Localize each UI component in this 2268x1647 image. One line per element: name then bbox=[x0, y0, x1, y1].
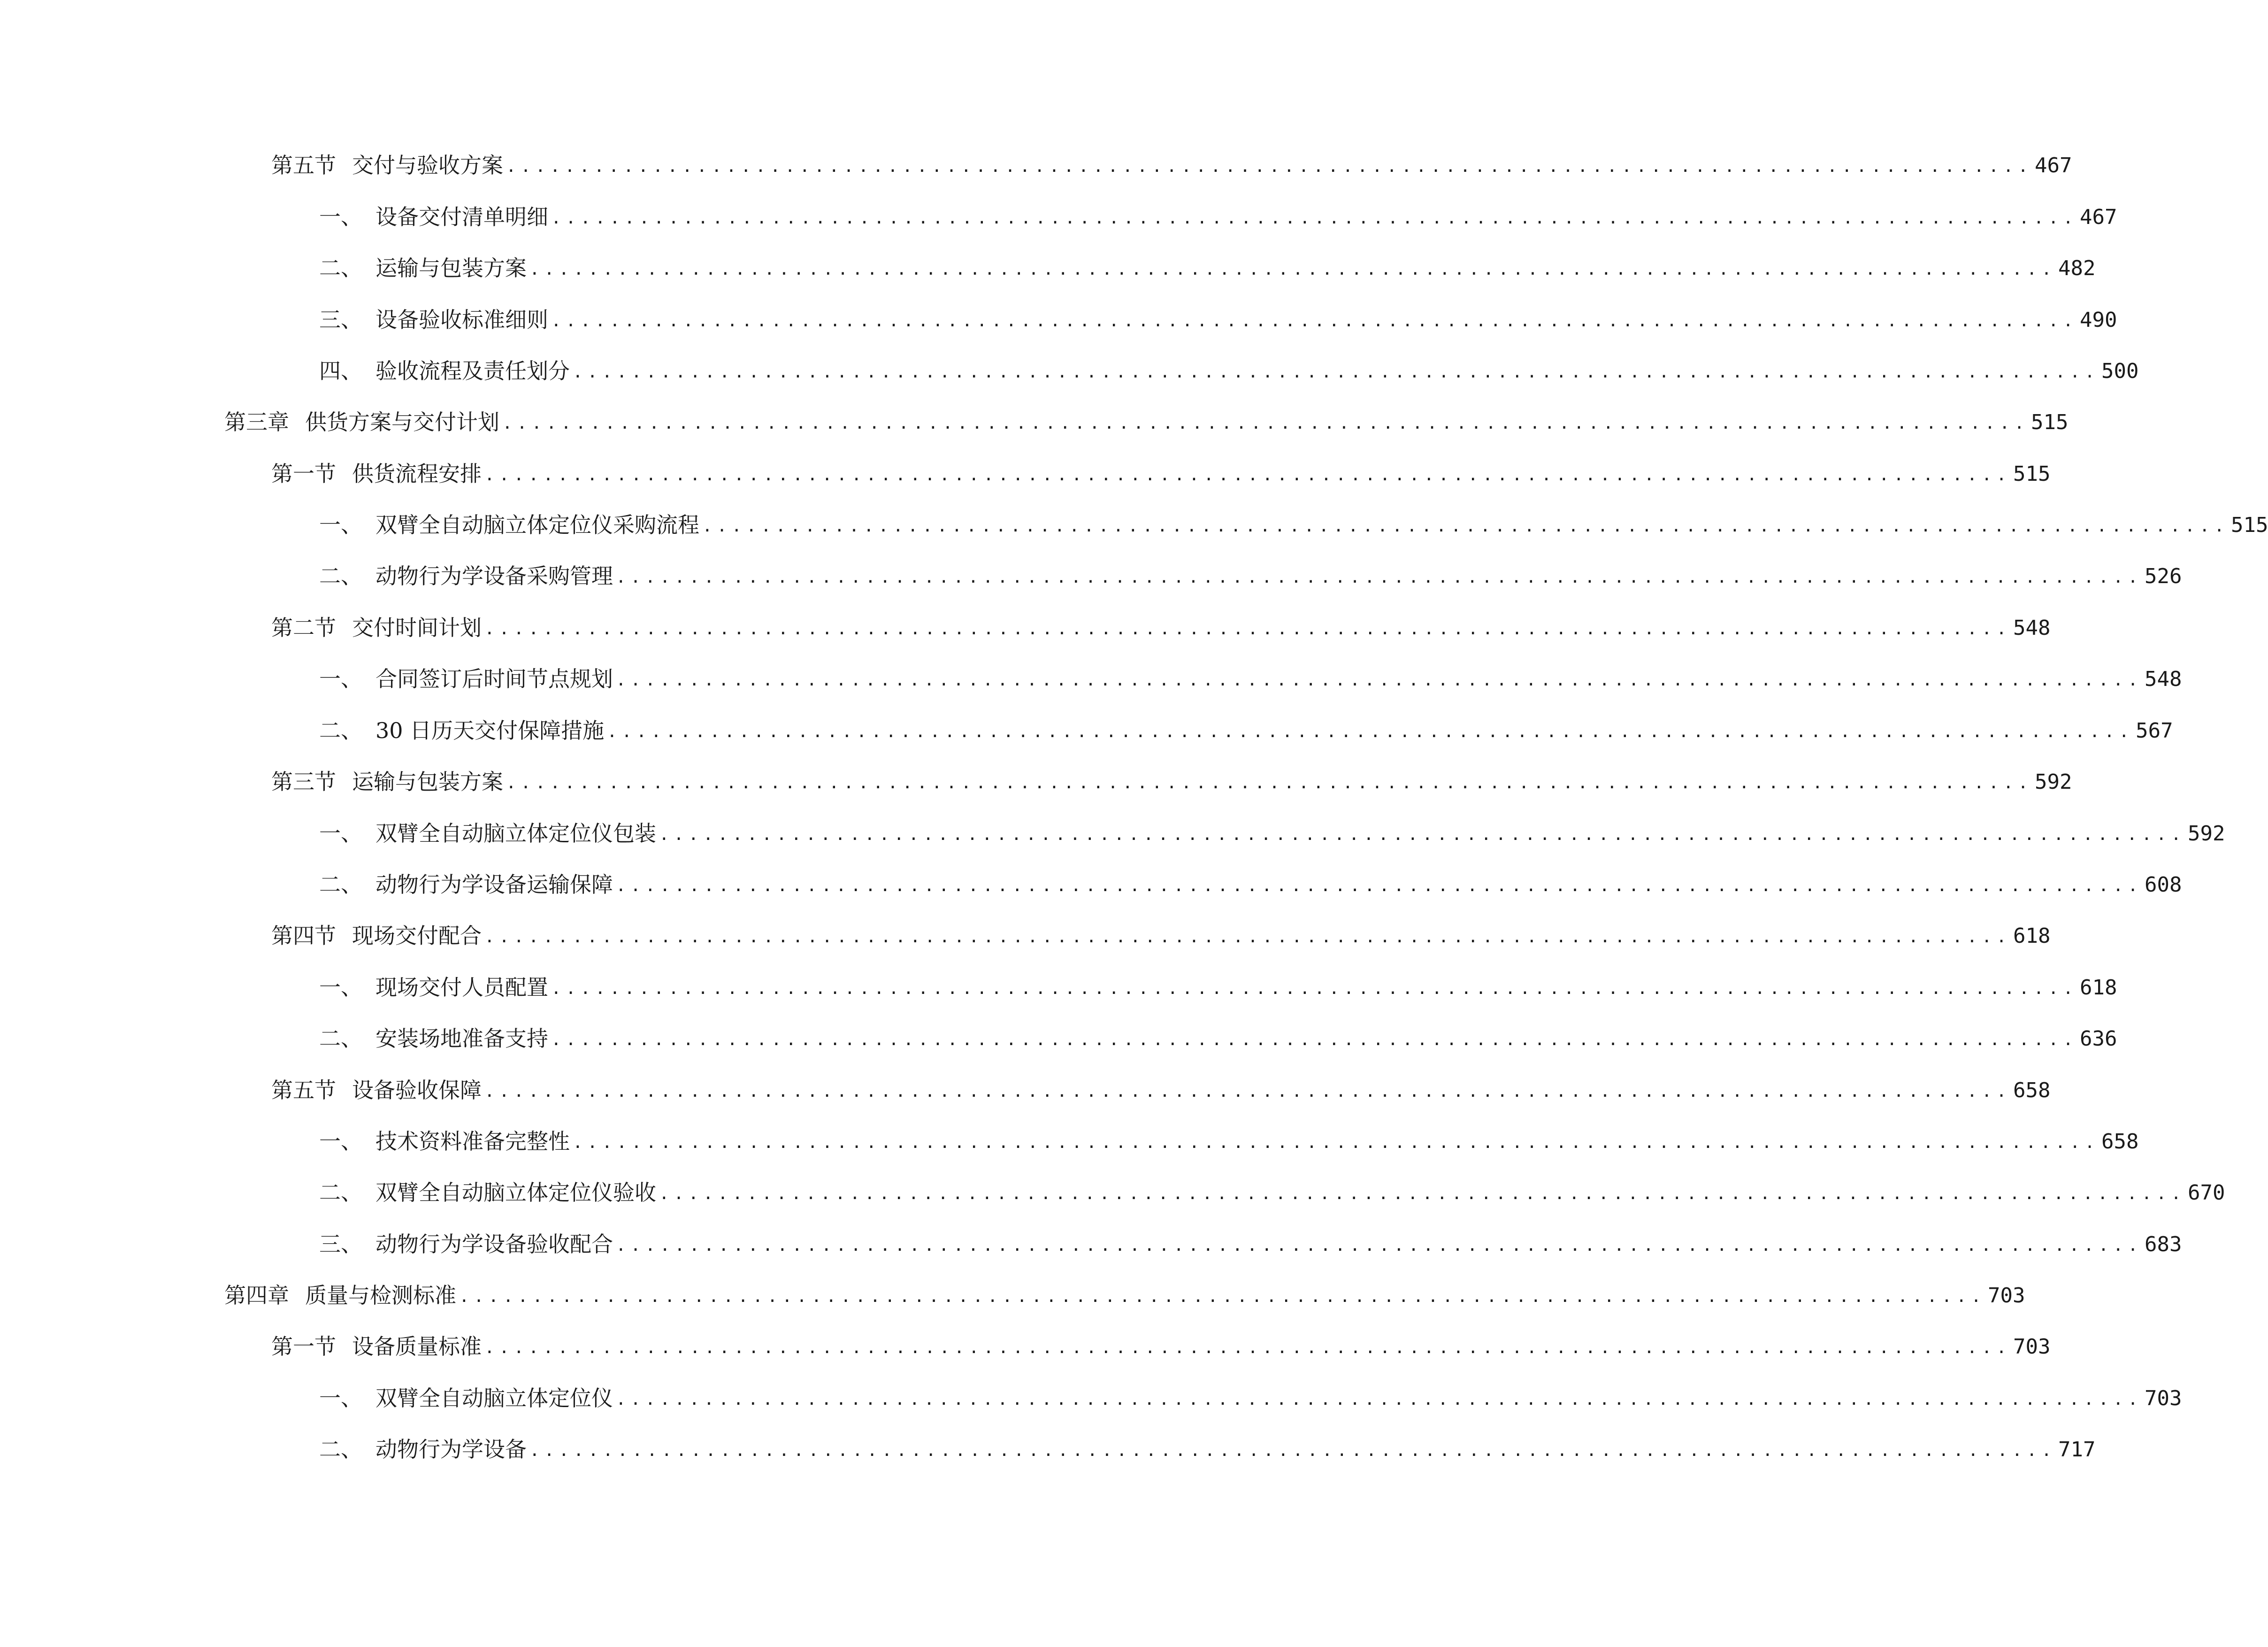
toc-entry-number: 一、 bbox=[319, 204, 362, 230]
toc-entry-item[interactable] bbox=[319, 1012, 2117, 1051]
toc-entry-title: 验收流程及责任划分 bbox=[375, 358, 570, 384]
toc-entry-number: 第三章 bbox=[224, 409, 289, 435]
dot-leader: ........................................................................................................ bbox=[616, 568, 2143, 587]
dot-leader: ........................................................................................................ bbox=[459, 1287, 1986, 1306]
dot-leader: ........................................................................................................ bbox=[616, 670, 2143, 690]
toc-entry-title: 供货方案与交付计划 bbox=[305, 409, 499, 435]
dot-leader: ........................................................................................................ bbox=[702, 516, 2229, 536]
toc-entry-page: 467 bbox=[2080, 205, 2117, 229]
toc-entry-page: 608 bbox=[2145, 873, 2182, 897]
toc-entry-number: 一、 bbox=[319, 512, 362, 538]
toc-entry-number: 三、 bbox=[319, 307, 362, 332]
toc-entry-page: 658 bbox=[2101, 1130, 2139, 1154]
toc-entry-page: 548 bbox=[2145, 667, 2182, 691]
toc-entry-page: 618 bbox=[2013, 924, 2051, 948]
toc-entry-title: 安装场地准备支持 bbox=[375, 1026, 548, 1051]
toc-entry-number: 第五节 bbox=[271, 1077, 336, 1103]
toc-entry-page: 703 bbox=[2013, 1335, 2051, 1359]
dot-leader: ........................................................................................................ bbox=[551, 208, 2078, 228]
toc-entry-number: 二、 bbox=[319, 872, 362, 897]
toc-entry-item[interactable] bbox=[319, 241, 2096, 281]
dot-leader: ........................................................................................................ bbox=[506, 773, 2033, 793]
toc-entry-number: 二、 bbox=[319, 1026, 362, 1051]
toc-entry-page: 515 bbox=[2231, 513, 2268, 537]
toc-entry-item[interactable] bbox=[319, 858, 2182, 897]
toc-entry-number: 一、 bbox=[319, 1385, 362, 1411]
toc-entry-section[interactable] bbox=[271, 139, 2072, 178]
toc-entry-page: 567 bbox=[2136, 719, 2173, 743]
toc-entry-chapter[interactable] bbox=[224, 1269, 2025, 1308]
toc-entry-item[interactable] bbox=[319, 961, 2117, 1000]
toc-entry-section[interactable] bbox=[271, 1063, 2051, 1103]
toc-entry-section[interactable] bbox=[271, 909, 2051, 948]
toc-entry-number: 一、 bbox=[319, 821, 362, 846]
toc-entry-title: 动物行为学设备 bbox=[375, 1437, 527, 1462]
dot-leader: ........................................................................................................ bbox=[551, 1030, 2078, 1049]
toc-entry-chapter[interactable] bbox=[224, 395, 2069, 435]
toc-entry-title: 交付时间计划 bbox=[352, 615, 482, 640]
toc-entry-page: 548 bbox=[2013, 616, 2051, 640]
dot-leader: ........................................................................................................ bbox=[529, 1441, 2056, 1460]
toc-entry-title: 动物行为学设备验收配合 bbox=[375, 1231, 613, 1257]
toc-entry-number: 二、 bbox=[319, 718, 362, 743]
dot-leader: ........................................................................................................ bbox=[484, 619, 2011, 639]
toc-entry-title: 双臂全自动脑立体定位仪验收 bbox=[375, 1180, 656, 1205]
toc-entry-page: 618 bbox=[2080, 976, 2117, 1000]
toc-entry-number: 第一节 bbox=[271, 1334, 336, 1359]
toc-entry-title: 合同签订后时间节点规划 bbox=[375, 666, 613, 692]
toc-entry-page: 670 bbox=[2188, 1181, 2225, 1205]
toc-entry-item[interactable] bbox=[319, 344, 2139, 384]
toc-entry-page: 703 bbox=[2145, 1386, 2182, 1410]
toc-entry-title: 动物行为学设备采购管理 bbox=[375, 563, 613, 589]
toc-entry-title: 设备交付清单明细 bbox=[375, 204, 548, 230]
dot-leader: ........................................................................................................ bbox=[484, 465, 2011, 485]
toc-entry-number: 第五节 bbox=[271, 153, 336, 178]
dot-leader: ........................................................................................................ bbox=[616, 1236, 2143, 1255]
toc-entry-number: 第四节 bbox=[271, 923, 336, 948]
dot-leader: ........................................................................................................ bbox=[573, 362, 2099, 382]
toc-entry-item[interactable] bbox=[319, 1166, 2225, 1205]
dot-leader: ........................................................................................................ bbox=[551, 979, 2078, 998]
toc-entry-page: 515 bbox=[2013, 462, 2051, 486]
dot-leader: ........................................................................................................ bbox=[607, 722, 2134, 741]
toc-entry-title: 运输与包装方案 bbox=[375, 255, 527, 281]
toc-entry-title: 动物行为学设备运输保障 bbox=[375, 872, 613, 897]
dot-leader: ........................................................................................................ bbox=[506, 157, 2033, 176]
toc-entry-title: 双臂全自动脑立体定位仪采购流程 bbox=[375, 512, 699, 538]
toc-entry-number: 二、 bbox=[319, 1437, 362, 1462]
toc-entry-page: 526 bbox=[2145, 564, 2182, 588]
toc-entry-item[interactable] bbox=[319, 1423, 2096, 1462]
toc-entry-page: 636 bbox=[2080, 1027, 2117, 1051]
toc-entry-item[interactable] bbox=[319, 1115, 2139, 1154]
toc-entry-section[interactable] bbox=[271, 755, 2072, 794]
toc-entry-number: 一、 bbox=[319, 666, 362, 692]
toc-entry-number: 二、 bbox=[319, 563, 362, 589]
toc-entry-number: 一、 bbox=[319, 1129, 362, 1154]
toc-entry-item[interactable] bbox=[319, 190, 2117, 230]
toc-entry-item[interactable] bbox=[319, 549, 2182, 589]
toc-entry-item[interactable] bbox=[319, 1371, 2182, 1411]
toc-entry-title: 现场交付配合 bbox=[352, 923, 482, 948]
dot-leader: ........................................................................................................ bbox=[659, 825, 2186, 844]
toc-entry-number: 二、 bbox=[319, 1180, 362, 1205]
dot-leader: ........................................................................................................ bbox=[616, 876, 2143, 895]
dot-leader: ........................................................................................................ bbox=[502, 414, 2029, 433]
dot-leader: ........................................................................................................ bbox=[551, 311, 2078, 331]
toc-entry-title: 交付与验收方案 bbox=[352, 153, 503, 178]
toc-entry-item[interactable] bbox=[319, 293, 2117, 332]
toc-entry-item[interactable] bbox=[319, 704, 2173, 743]
toc-entry-section[interactable] bbox=[271, 1320, 2051, 1359]
toc-entry-title: 30 日历天交付保障措施 bbox=[375, 718, 605, 743]
toc-entry-title: 质量与检测标准 bbox=[305, 1283, 456, 1308]
toc-entry-title: 双臂全自动脑立体定位仪 bbox=[375, 1385, 613, 1411]
toc-entry-number: 三、 bbox=[319, 1231, 362, 1257]
toc-entry-page: 592 bbox=[2035, 770, 2072, 794]
toc-entry-title: 现场交付人员配置 bbox=[375, 975, 548, 1000]
toc-entry-number: 四、 bbox=[319, 358, 362, 384]
toc-entry-number: 一、 bbox=[319, 975, 362, 1000]
toc-entry-page: 467 bbox=[2035, 154, 2072, 177]
toc-entry-page: 703 bbox=[1988, 1284, 2025, 1308]
toc-entry-page: 658 bbox=[2013, 1078, 2051, 1102]
toc-entry-title: 技术资料准备完整性 bbox=[375, 1129, 570, 1154]
toc-entry-title: 设备验收标准细则 bbox=[375, 307, 548, 332]
dot-leader: ........................................................................................................ bbox=[529, 260, 2056, 279]
toc-entry-number: 第三节 bbox=[271, 769, 336, 794]
toc-entry-number: 第一节 bbox=[271, 461, 336, 486]
toc-entry-title: 双臂全自动脑立体定位仪包装 bbox=[375, 821, 656, 846]
toc-entry-title: 设备验收保障 bbox=[352, 1077, 482, 1103]
toc-entry-number: 第二节 bbox=[271, 615, 336, 640]
toc-entry-page: 717 bbox=[2058, 1438, 2096, 1462]
dot-leader: ........................................................................................................ bbox=[484, 1082, 2011, 1101]
toc-entry-page: 592 bbox=[2188, 822, 2225, 846]
toc-entry-section[interactable] bbox=[271, 601, 2051, 640]
dot-leader: ........................................................................................................ bbox=[573, 1133, 2099, 1152]
toc-entry-number: 第四章 bbox=[224, 1283, 289, 1308]
toc-entry-section[interactable] bbox=[271, 447, 2051, 486]
toc-entry-page: 500 bbox=[2101, 359, 2139, 383]
toc-entry-item[interactable] bbox=[319, 652, 2182, 692]
toc-entry-title: 运输与包装方案 bbox=[352, 769, 503, 794]
dot-leader: ........................................................................................................ bbox=[659, 1184, 2186, 1203]
toc-entry-page: 482 bbox=[2058, 256, 2096, 280]
toc-entry-number: 二、 bbox=[319, 255, 362, 281]
toc-entry-page: 490 bbox=[2080, 308, 2117, 332]
toc-entry-title: 供货流程安排 bbox=[352, 461, 482, 486]
toc-entry-item[interactable] bbox=[319, 807, 2225, 846]
toc-entry-page: 683 bbox=[2145, 1232, 2182, 1256]
toc-entry-item[interactable] bbox=[319, 1217, 2182, 1257]
dot-leader: ........................................................................................................ bbox=[484, 1338, 2011, 1357]
dot-leader: ........................................................................................................ bbox=[484, 927, 2011, 947]
toc-entry-page: 515 bbox=[2031, 410, 2069, 434]
dot-leader: ........................................................................................................ bbox=[616, 1390, 2143, 1409]
toc-entry-item[interactable] bbox=[319, 498, 2268, 538]
toc-entry-title: 设备质量标准 bbox=[352, 1334, 482, 1359]
